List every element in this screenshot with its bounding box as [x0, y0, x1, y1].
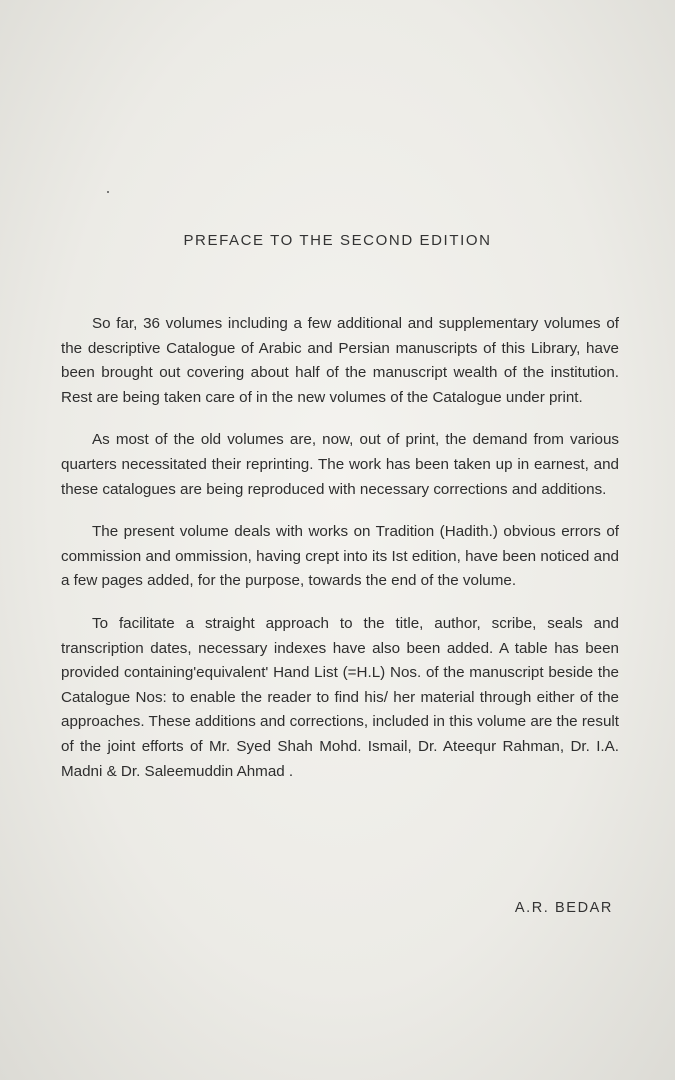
preface-body [61, 312, 619, 802]
page-title: PREFACE TO THE SECOND EDITION [183, 232, 492, 249]
paragraph-3: The present volume deals with works on Tradition (Hadith.) obvious errors of commission and ommission, having crept into its Ist edition, have been noticed and a few pages added, for the purpose, towards the end of the volume. [61, 523, 619, 590]
author-signature: A.R. BEDAR [514, 900, 613, 916]
paper-speck [107, 191, 109, 193]
paragraph-1: So far, 36 volumes including a few additional and supplementary volumes of the descriptive Catalogue of Arabic and Persian manuscripts of this Library, have been brought out covering about half of the manuscript wealth of the institution. Rest are being taken care of in the new volumes of the Catalogue under print. [61, 315, 619, 406]
paragraph-2: As most of the old volumes are, now, out of print, the demand from various quarters necessitated their reprinting. The work has been taken up in earnest, and these catalogues are being reproduced with necessary corrections and additions. [61, 431, 619, 498]
paragraph-4: To facilitate a straight approach to the title, author, scribe, seals and transcription dates, necessary indexes have also been added. A table has been provided containing'equivalent' Hand List (=H.L) Nos. of the manuscript beside the Catalogue Nos: to enable the reader to find his/ her material through either of the approaches. These additions and corrections, included in this volume are the result of the joint efforts of Mr. Syed Shah Mohd. Ismail, Dr. Ateequr Rahman, Dr. I.A. Madni & Dr. Saleemuddin Ahmad . [61, 614, 619, 780]
